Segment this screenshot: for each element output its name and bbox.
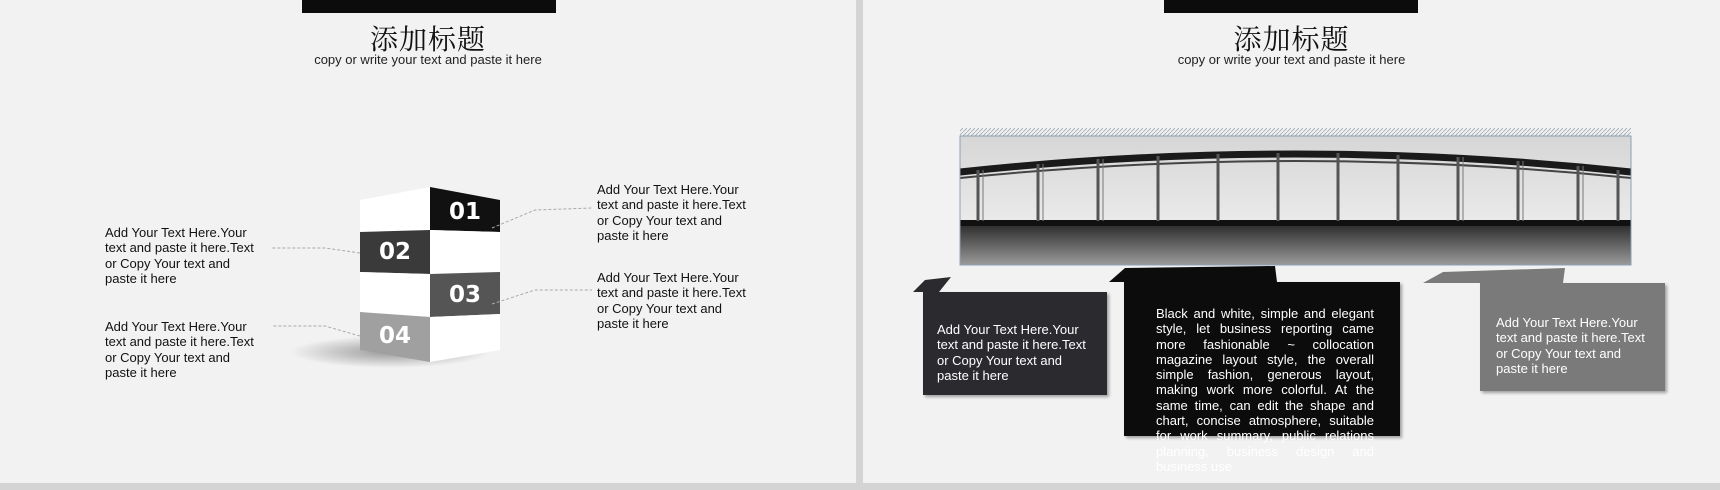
cube-tier-2-right-face [430,230,500,274]
cube-label-03: 03 [448,282,481,308]
pointer-box-1 [913,277,951,292]
text-box-gray-text: Add Your Text Here.Your text and paste it here.Text or Copy Your text and paste it here [1496,315,1645,376]
slide-left [0,0,856,483]
text-box-black [1124,282,1400,474]
leader-line-3 [492,290,592,304]
slide-subtitle: copy or write your text and paste it here [1177,52,1406,67]
leader-line-1 [492,208,592,228]
bridge-photo [960,136,1631,265]
cube-label-01: 01 [448,199,481,225]
pointer-box-2 [1109,266,1277,282]
photo-top-hatch [960,128,1631,136]
text-box-dark [923,292,1107,395]
pointer-box-3 [1423,268,1565,283]
cube-tier-1-left-face [360,187,430,232]
text-box-gray [1480,283,1665,391]
callout-right-2: Add Your Text Here.Your text and paste it here.Text or Copy Your text and paste it here [597,270,746,331]
leader-line-4 [272,326,360,336]
cube-tier-4-right-face [430,314,500,362]
callout-left-1: Add Your Text Here.Your text and paste it here.Text or Copy Your text and paste it here [105,225,254,286]
callout-left-2: Add Your Text Here.Your text and paste it here.Text or Copy Your text and paste it here [105,319,254,380]
slide-right [863,0,1720,483]
text-box-dark-text: Add Your Text Here.Your text and paste it here.Text or Copy Your text and paste it here [937,322,1086,383]
cube-tier-3-left-face [360,272,430,317]
slide-subtitle: copy or write your text and paste it here [314,52,542,67]
cube-label-02: 02 [378,239,411,265]
callout-right-1: Add Your Text Here.Your text and paste it here.Text or Copy Your text and paste it here [597,182,746,243]
slide-title: 添加标题 [369,23,486,56]
slide-title: 添加标题 [1233,23,1350,56]
cube-label-04: 04 [378,323,411,349]
text-box-black-text: Black and white, simple and elegant style, let business reporting came more fashionable ~ collocation magazine layout style, the overall simple fashion, generous layout, making work more colorful. At the same time, can edit the shape and chart, concise atmosphere, suitable for work summary, public relations planning, business design and business use [1156,306,1374,474]
leader-line-2 [272,248,360,253]
